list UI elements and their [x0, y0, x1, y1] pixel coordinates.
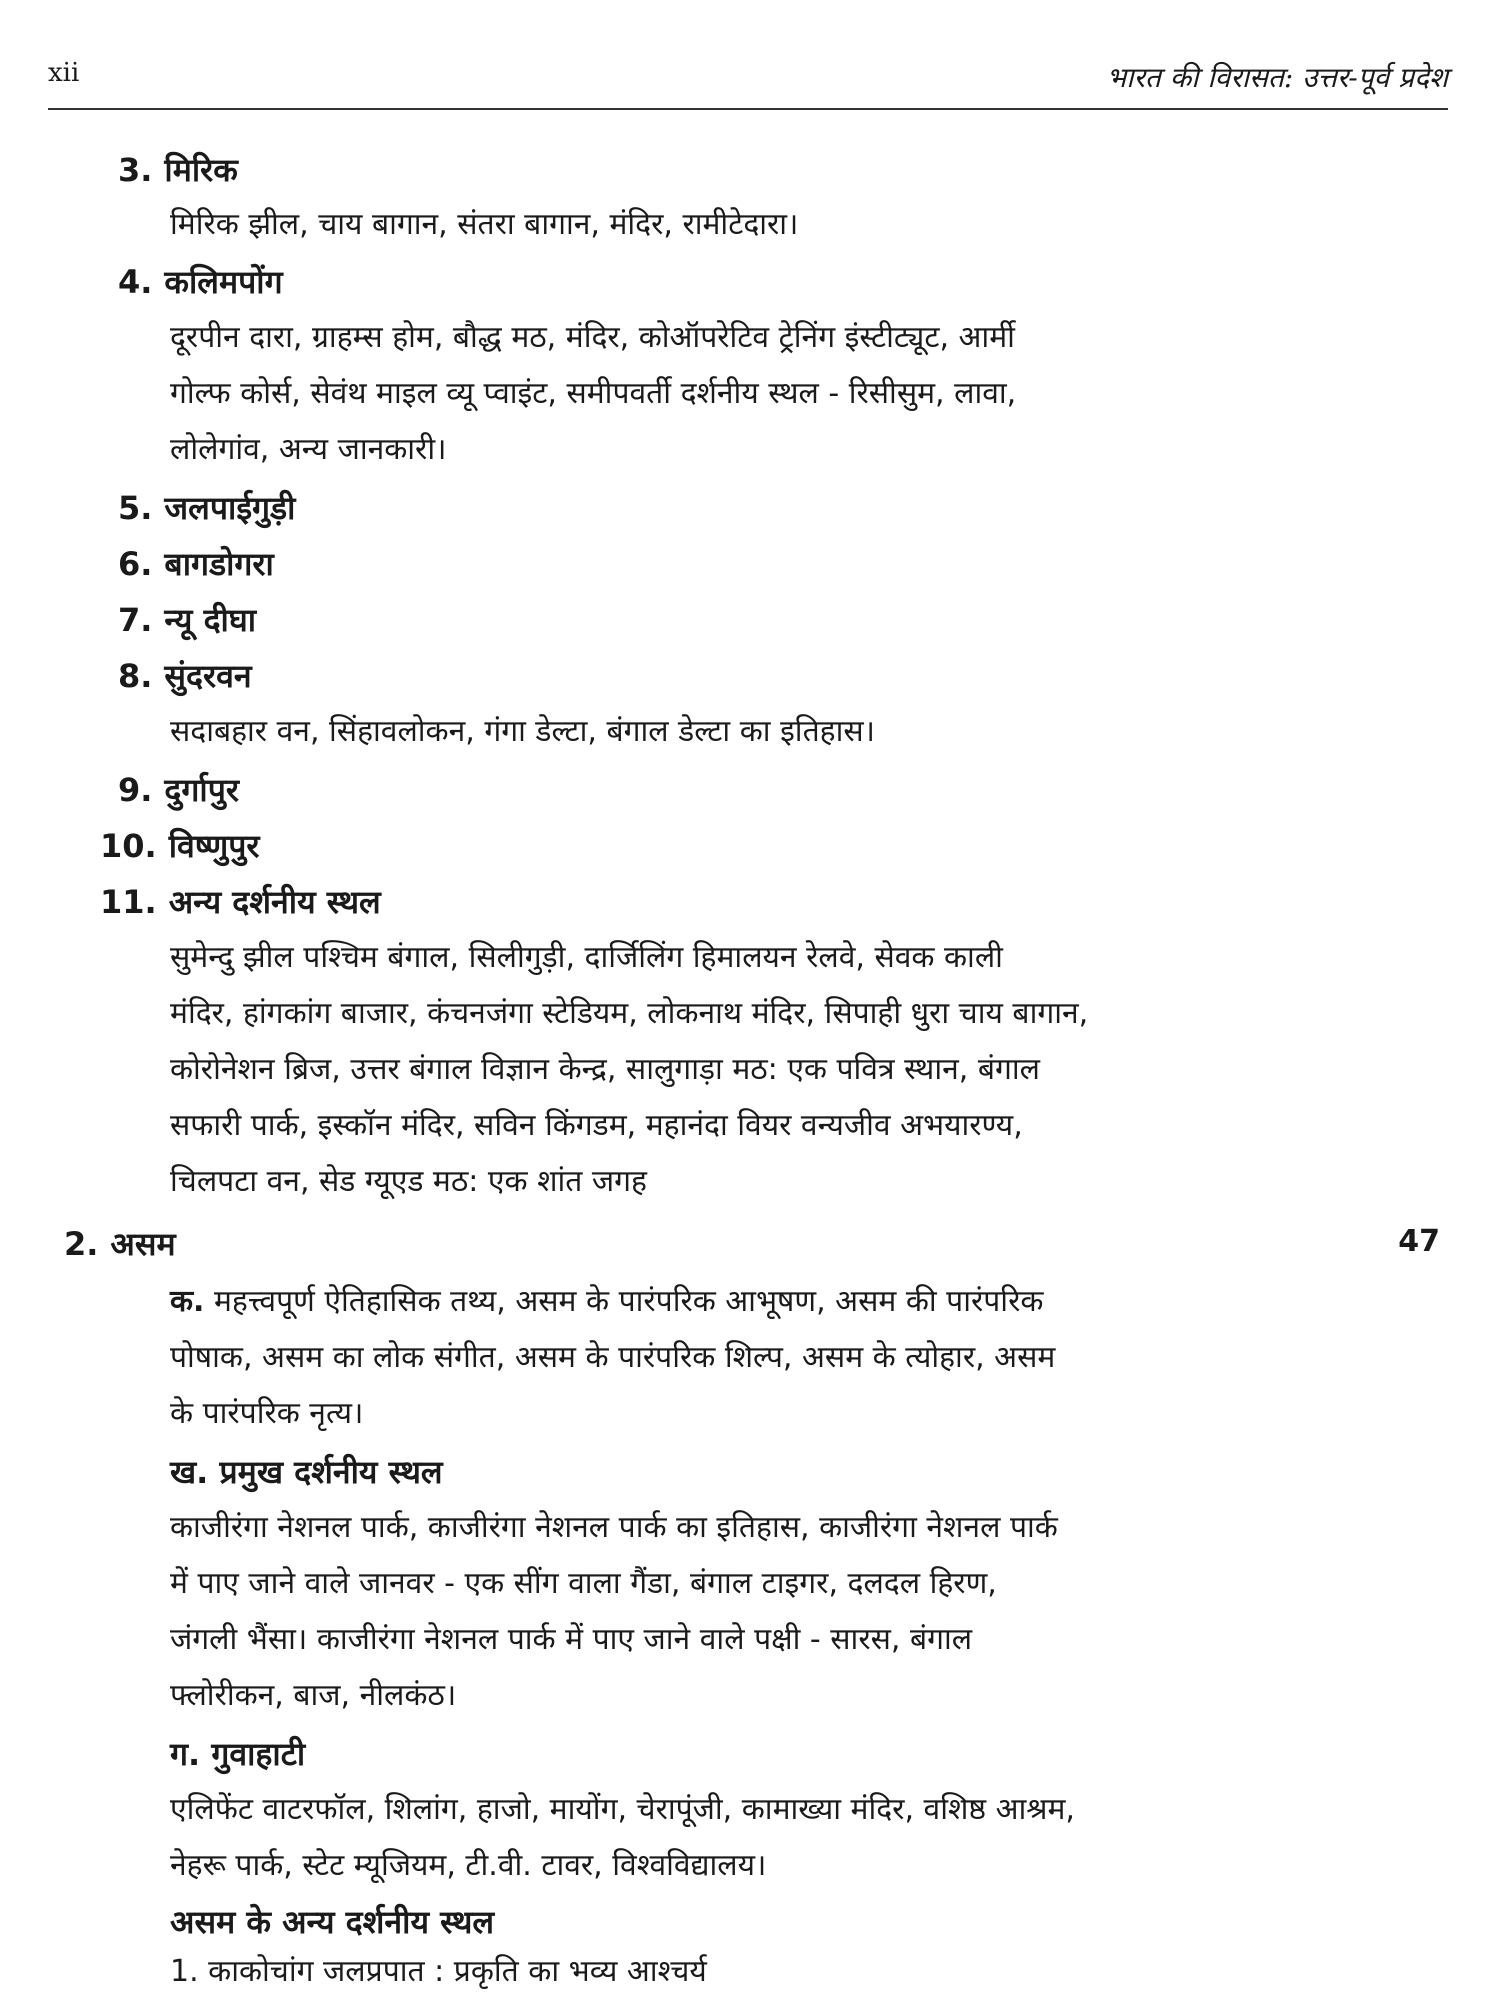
- item-heading: 4. कलिमपोंग: [118, 263, 283, 301]
- section-kh-text: फ्लोरीकन, बाज, नीलकंठ।: [170, 1678, 457, 1713]
- section-k-text: पोषाक, असम का लोक संगीत, असम के पारंपरिक शिल्प, असम के त्योहार, असम: [170, 1340, 1056, 1375]
- running-title: भारत की विरासत: उत्तर-पूर्व प्रदेश: [1106, 61, 1448, 94]
- item-text: कोरोनेशन ब्रिज, उत्तर बंगाल विज्ञान केन्द्र, सालुगाड़ा मठ: एक पवित्र स्थान, बंगाल: [170, 1052, 1040, 1087]
- section-g-text: नेहरू पार्क, स्टेट म्यूजियम, टी.वी. टावर, विश्वविद्यालय।: [170, 1848, 767, 1883]
- item-text: मंदिर, हांगकांग बाजार, कंचनजंगा स्टेडियम, लोकनाथ मंदिर, सिपाही धुरा चाय बागान,: [170, 996, 1089, 1031]
- section-k-text: के पारंपरिक नृत्य।: [170, 1396, 364, 1431]
- item-text: चिलपटा वन, सेड ग्यूएड मठ: एक शांत जगह: [170, 1164, 647, 1199]
- item-text: मिरिक झील, चाय बागान, संतरा बागान, मंदिर, रामीटेदारा।: [170, 207, 799, 242]
- item-heading: 9. दुर्गापुर: [118, 771, 239, 809]
- item-heading: 5. जलपाईगुड़ी: [118, 489, 296, 527]
- item-heading: 8. सुंदरवन: [118, 657, 252, 695]
- section-g-heading: ग. गुवाहाटी: [170, 1735, 306, 1773]
- item-text: लोलेगांव, अन्य जानकारी।: [170, 432, 447, 467]
- item-heading: 3. मिरिक: [118, 151, 238, 189]
- page-reference: 47: [1398, 1224, 1440, 1259]
- item-heading: 7. न्यू दीघा: [118, 601, 257, 639]
- other-places-item: 1. काकोचांग जलप्रपात : प्रकृति का भव्य आश्चर्य: [170, 1954, 707, 1989]
- other-places-heading: असम के अन्य दर्शनीय स्थल: [170, 1903, 495, 1941]
- section-g-text: एलिफेंट वाटरफॉल, शिलांग, हाजो, मायोंग, चेरापूंजी, कामाख्या मंदिर, वशिष्ठ आश्रम,: [170, 1792, 1075, 1827]
- item-text: सफारी पार्क, इस्कॉन मंदिर, सविन किंगडम, महानंदा वियर वन्यजीव अभयारण्य,: [170, 1108, 1023, 1143]
- item-text: सुमेन्दु झील पश्चिम बंगाल, सिलीगुड़ी, दार्जिलिंग हिमालयन रेलवे, सेवक काली: [170, 940, 1003, 975]
- page-number: xii: [48, 58, 80, 88]
- section-kh-heading: ख. प्रमुख दर्शनीय स्थल: [170, 1453, 443, 1491]
- item-text: गोल्फ कोर्स, सेवंथ माइल व्यू प्वाइंट, समीपवर्ती दर्शनीय स्थल - रिसीसुम, लावा,: [170, 376, 1017, 411]
- section-heading-assam: 2. असम: [64, 1225, 176, 1263]
- item-text: दूरपीन दारा, ग्राहम्स होम, बौद्ध मठ, मंदिर, कोऑपरेटिव ट्रेनिंग इंस्टीट्यूट, आर्मी: [170, 320, 1015, 355]
- section-kh-text: जंगली भैंसा। काजीरंगा नेशनल पार्क में पाए जाने वाले पक्षी - सारस, बंगाल: [170, 1622, 973, 1657]
- section-k-text: क. महत्त्वपूर्ण ऐतिहासिक तथ्य, असम के पारंपरिक आभूषण, असम की पारंपरिक: [170, 1284, 1044, 1319]
- item-heading: 11. अन्य दर्शनीय स्थल: [100, 883, 381, 921]
- item-text: सदाबहार वन, सिंहावलोकन, गंगा डेल्टा, बंगाल डेल्टा का इतिहास।: [170, 714, 876, 749]
- section-kh-text: काजीरंगा नेशनल पार्क, काजीरंगा नेशनल पार्क का इतिहास, काजीरंगा नेशनल पार्क: [170, 1510, 1058, 1545]
- section-kh-text: में पाए जाने वाले जानवर - एक सींग वाला गैंडा, बंगाल टाइगर, दलदल हिरण,: [170, 1566, 997, 1601]
- item-heading: 10. विष्णुपुर: [100, 827, 260, 865]
- item-heading: 6. बागडोगरा: [118, 545, 274, 583]
